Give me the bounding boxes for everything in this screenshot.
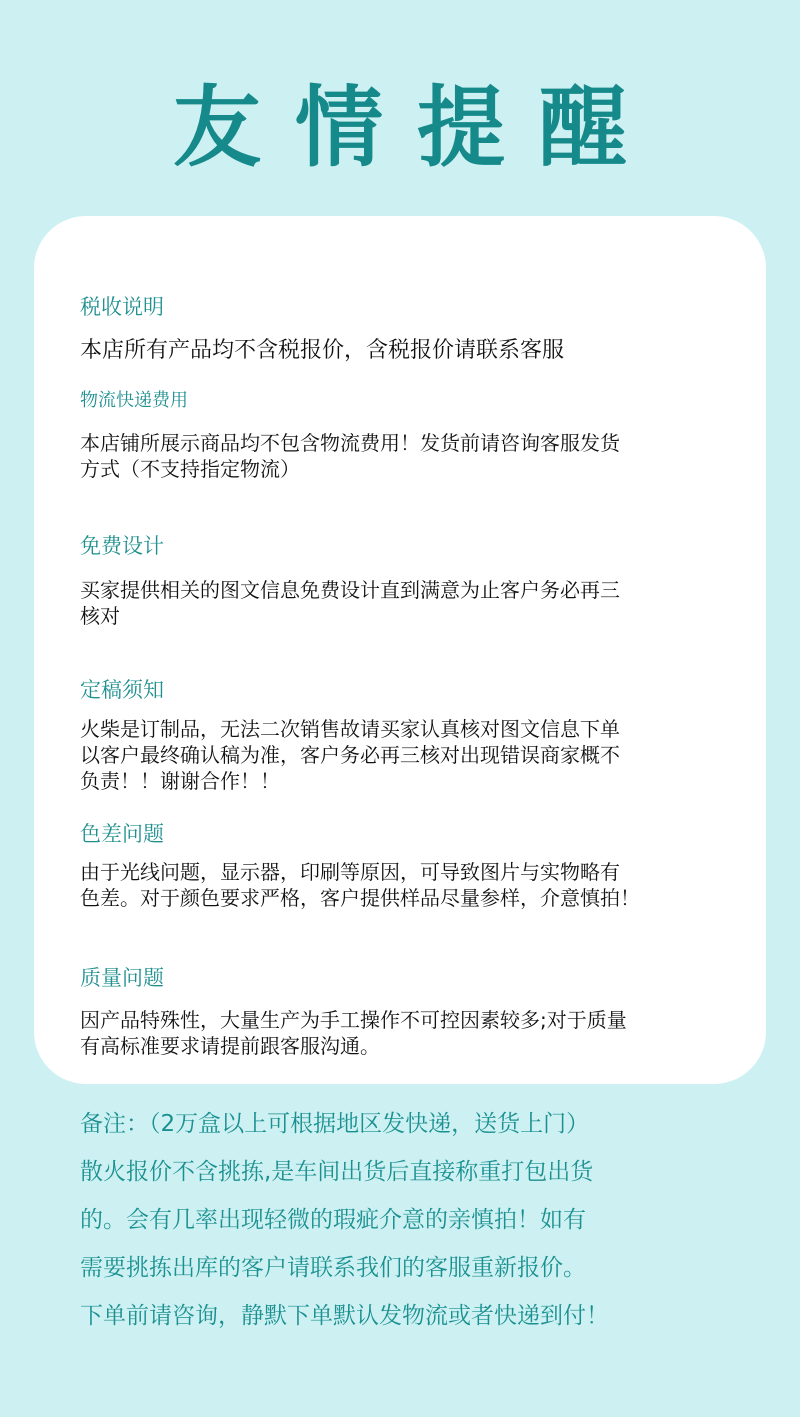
section-body-design: 买家提供相关的图文信息免费设计直到满意为止客户务必再三 核对: [80, 578, 620, 628]
notes: 备注：（2万盒以上可根据地区发快递，送货上门） 散火报价不含挑拣,是车间出货后直接称重打包出货 的。会有几率出现轻微的瑕疵介意的亲慎拍！如有 需要挑拣出库的客户请联系我们的客服重新报价。 下单前请咨询，静默下单默认发物流或者快递到付！: [80, 1111, 609, 1329]
section-heading-final-draft: 定稿须知: [80, 678, 164, 702]
section-heading-color: 色差问题: [80, 822, 164, 846]
section-body-shipping: 本店铺所展示商品均不包含物流费用！发货前请咨询客服发货 方式（不支持指定物流）: [80, 431, 620, 481]
section-heading-tax: 税收说明: [80, 295, 164, 319]
section-body-quality: 因产品特殊性，大量生产为手工操作不可控因素较多;对于质量 有高标准要求请提前跟客服沟通。: [80, 1008, 627, 1058]
notice-card: [34, 216, 766, 1084]
section-heading-design: 免费设计: [80, 534, 164, 558]
section-body-final-draft: 火柴是订制品，无法二次销售故请买家认真核对图文信息下单 以客户最终确认稿为准，客户务必再三核对出现错误商家概不 负责！！谢谢合作！！: [80, 717, 620, 793]
section-body-color: 由于光线问题，显示器，印刷等原因，可导致图片与实物略有 色差。对于颜色要求严格，客户提供样品尽量参样，介意慎拍！: [80, 860, 640, 910]
section-heading-quality: 质量问题: [80, 966, 164, 990]
section-heading-shipping: 物流快递费用: [80, 390, 188, 411]
page-title: 友情提醒: [172, 76, 661, 179]
section-body-tax: 本店所有产品均不含税报价，含税报价请联系客服: [80, 338, 565, 363]
